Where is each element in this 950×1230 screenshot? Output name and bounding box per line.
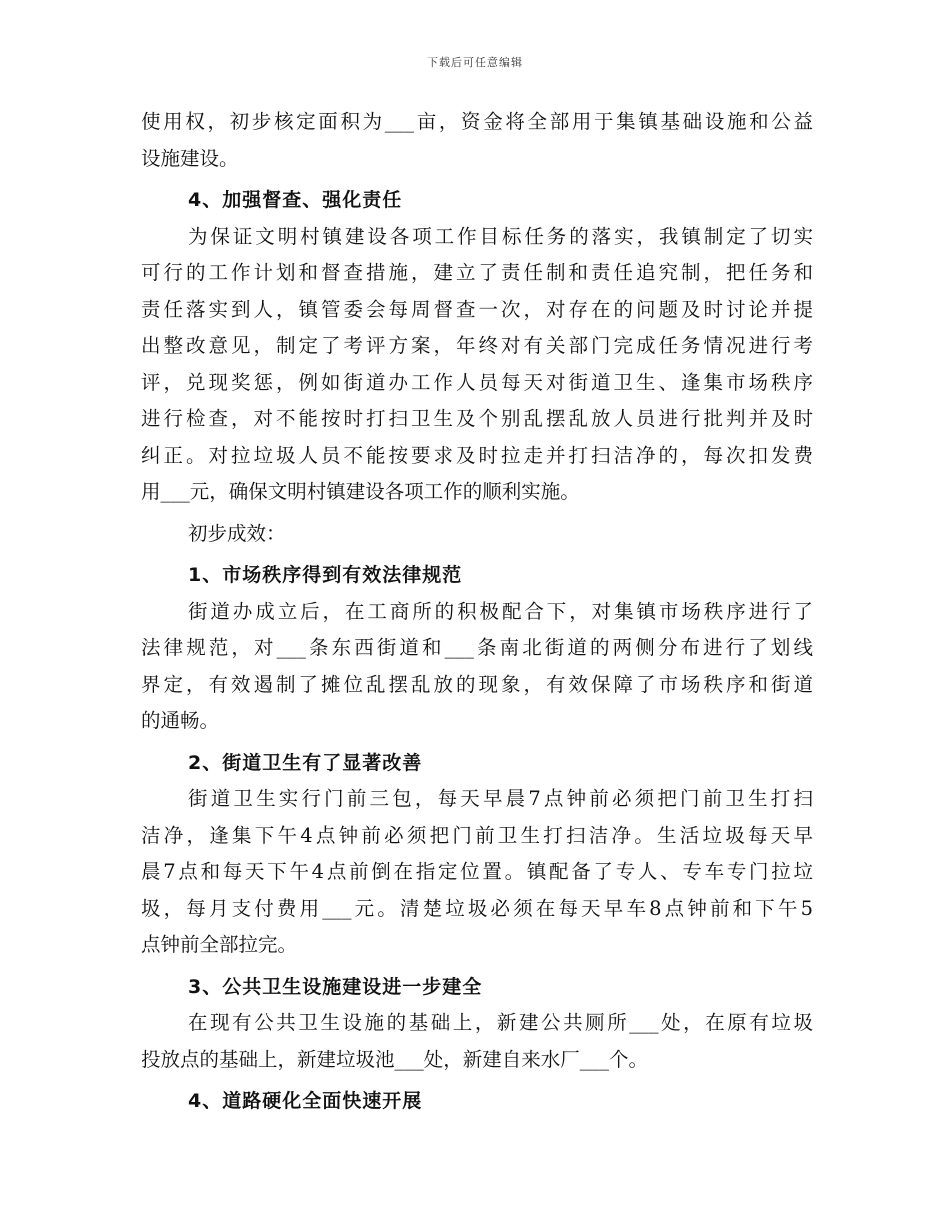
paragraph-line: 界定，有效遏制了摊位乱摆乱放的现象，有效保障了市场秩序和街道 xyxy=(141,672,813,696)
paragraph-line: 洁净，逢集下午4点钟前必须把门前卫生打扫洁净。生活垃圾每天早 xyxy=(141,823,813,847)
paragraph-line: 使用权，初步核定面积为___亩，资金将全部用于集镇基础设施和公益 xyxy=(141,110,813,133)
paragraph-line: 进行检查，对不能按时打扫卫生及个别乱摆乱放人员进行批判并及时 xyxy=(141,407,813,430)
paragraph-line: 出整改意见，制定了考评方案，年终对有关部门完成任务情况进行考 xyxy=(141,334,813,357)
section-heading: 1、市场秩序得到有效法律规范 xyxy=(188,564,463,586)
paragraph-line: 在现有公共卫生设施的基础上，新建公共厕所___处，在原有垃圾 xyxy=(188,1011,813,1034)
paragraph-line: 街道办成立后，在工商所的积极配合下，对集镇市场秩序进行了 xyxy=(188,599,813,623)
section-heading: 2、街道卫生有了显著改善 xyxy=(188,751,423,774)
paragraph-line: 初步成效： xyxy=(188,521,286,545)
paragraph-line: 纠正。对拉垃圾人员不能按要求及时拉走并打扫洁净的，每次扣发费 xyxy=(141,443,813,467)
paragraph-line: 用___元，确保文明村镇建设各项工作的顺利实施。 xyxy=(141,480,580,503)
paragraph-line: 晨7点和每天下午4点前倒在指定位置。镇配备了专人、专车专门拉垃 xyxy=(141,860,813,883)
page-header: 下载后可任意编辑 xyxy=(427,56,523,69)
paragraph-line: 评，兑现奖惩，例如街道办工作人员每天对街道卫生、逢集市场秩序 xyxy=(141,370,813,394)
section-heading: 4、道路硬化全面快速开展 xyxy=(188,1090,423,1112)
section-heading: 3、公共卫生设施建设进一步建全 xyxy=(188,975,483,998)
paragraph-line: 点钟前全部拉完。 xyxy=(141,933,298,956)
paragraph-line: 街道卫生实行门前三包，每天早晨7点钟前必须把门前卫生打扫 xyxy=(188,787,813,810)
document-body xyxy=(141,104,813,1120)
paragraph-line: 法律规范，对___条东西街道和___条南北街道的两侧分布进行了划线 xyxy=(141,636,813,659)
section-heading: 4、加强督查、强化责任 xyxy=(188,189,403,211)
paragraph-line: 设施建设。 xyxy=(141,146,239,170)
paragraph-line: 责任落实到人，镇管委会每周督查一次，对存在的问题及时讨论并提 xyxy=(141,297,813,321)
paragraph-line: 圾，每月支付费用___元。清楚垃圾必须在每天早车8点钟前和下午5 xyxy=(141,896,813,920)
paragraph-line: 可行的工作计划和督查措施，建立了责任制和责任追究制，把任务和 xyxy=(141,261,813,284)
paragraph-line: 的通畅。 xyxy=(141,709,220,732)
paragraph-line: 投放点的基础上，新建垃圾池___处，新建自来水厂___个。 xyxy=(141,1047,649,1071)
paragraph-line: 为保证文明村镇建设各项工作目标任务的落实，我镇制定了切实 xyxy=(188,224,813,248)
